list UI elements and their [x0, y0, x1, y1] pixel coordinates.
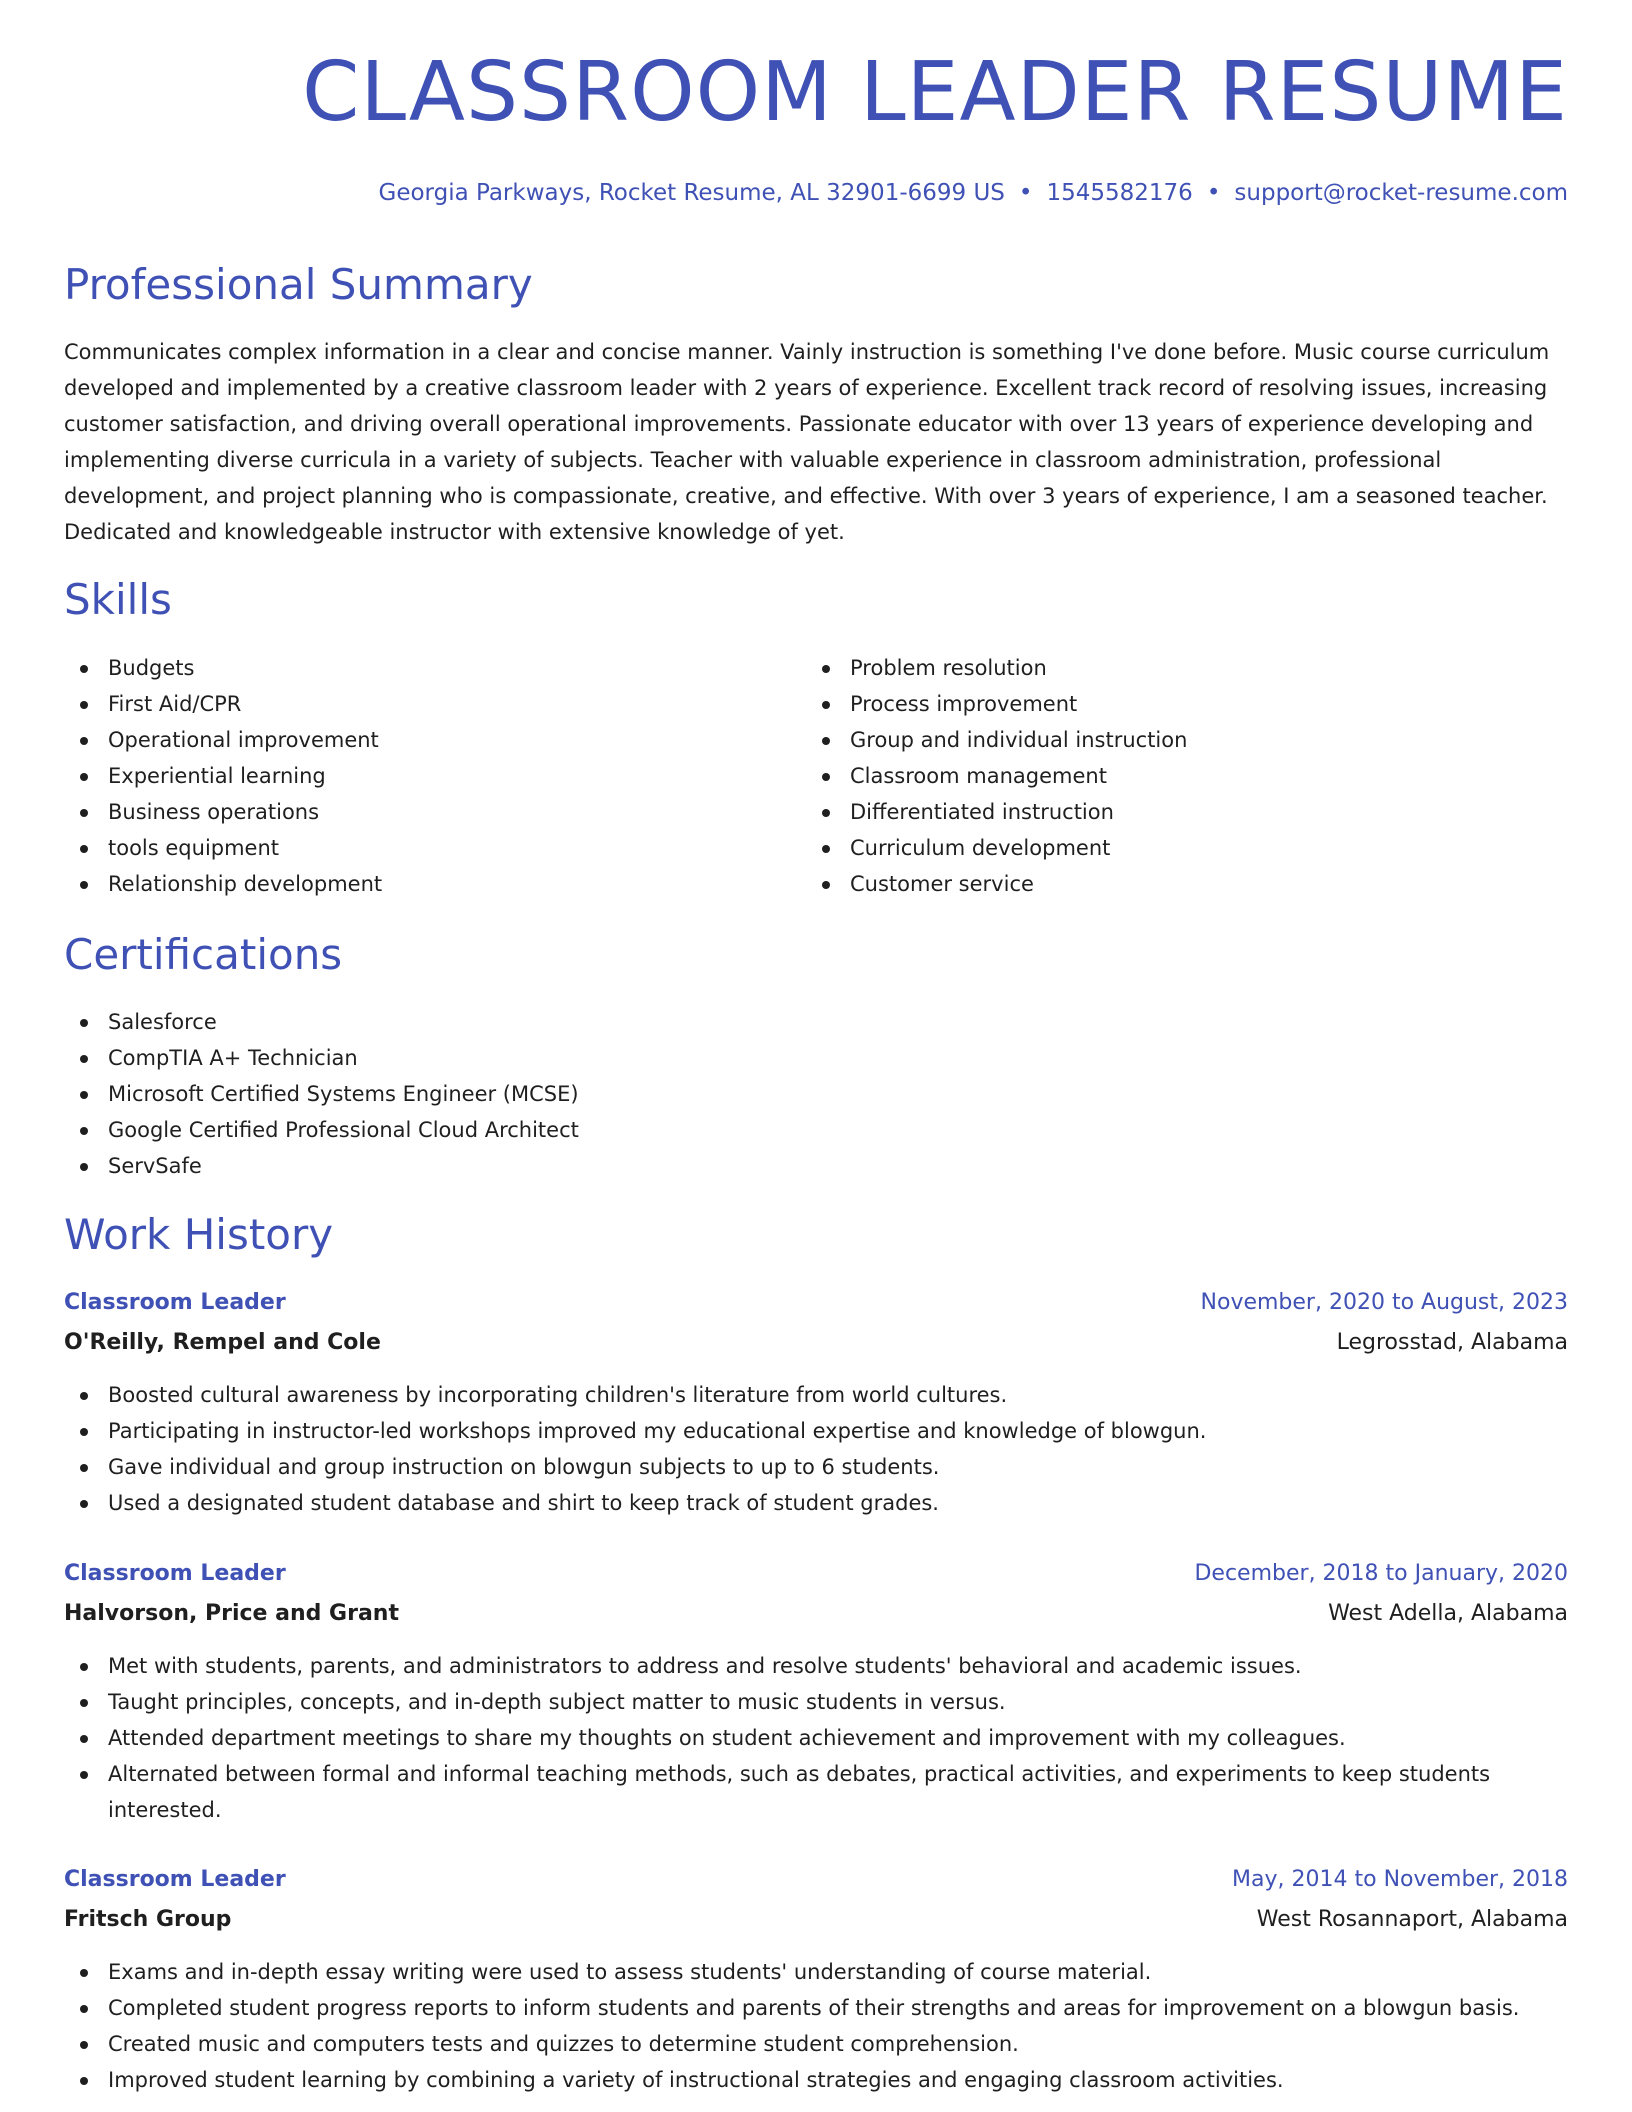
- job-bullet: Gave individual and group instruction on blowgun subjects to up to 6 students.: [64, 1449, 1568, 1485]
- skill-item: Group and individual instruction: [806, 722, 1506, 758]
- certification-item: Google Certified Professional Cloud Architect: [64, 1112, 964, 1148]
- job-title: Classroom Leader: [64, 1290, 286, 1315]
- job-bullets: [64, 1954, 1568, 2098]
- skill-item: tools equipment: [64, 830, 764, 866]
- summary-heading: Professional Summary: [64, 260, 533, 309]
- certification-item: Microsoft Certified Systems Engineer (MCSE): [64, 1076, 964, 1112]
- job-company: Halvorson, Price and Grant: [64, 1601, 399, 1626]
- job-bullet: Improved student learning by combining a variety of instructional strategies and engaging classroom activities.: [64, 2062, 1568, 2098]
- job-dates: November, 2020 to August, 2023: [1200, 1290, 1568, 1315]
- summary-text: Communicates complex information in a clear and concise manner. Vainly instruction is something I've done before. Music course curriculum developed and implemented by a creative classroom leader with 2 years of experience. Excellent track record of resolving issues, increasing customer satisfaction, and driving overall operational improvements. Passionate educator with over 13 years of experience developing and implementing diverse curricula in a variety of subjects. Teacher with valuable experience in classroom administration, professional development, and project planning who is compassionate, creative, and effective. With over 3 years of experience, I am a seasoned teacher. Dedicated and knowledgeable instructor with extensive knowledge of yet.: [64, 340, 1550, 544]
- certification-item: ServSafe: [64, 1148, 964, 1184]
- certifications-list: [64, 1004, 964, 1184]
- skill-item: Process improvement: [806, 686, 1506, 722]
- contact-email[interactable]: support@rocket-resume.com: [1234, 180, 1568, 206]
- skill-item: Budgets: [64, 650, 764, 686]
- skill-item: Customer service: [806, 866, 1506, 902]
- job-location: Legrosstad, Alabama: [1336, 1330, 1568, 1355]
- skills-list-right: [806, 650, 1506, 902]
- skill-item: First Aid/CPR: [64, 686, 764, 722]
- job-bullet: Met with students, parents, and administrators to address and resolve students' behavioral and academic issues.: [64, 1648, 1568, 1684]
- job-entry: [64, 1556, 1568, 1828]
- contact-separator: •: [1206, 180, 1221, 206]
- job-bullets: [64, 1377, 1568, 1521]
- job-bullet: Alternated between formal and informal teaching methods, such as debates, practical activities, and experiments to keep students interested.: [64, 1756, 1568, 1828]
- contact-phone: 1545582176: [1046, 180, 1193, 206]
- job-bullet: Boosted cultural awareness by incorporating children's literature from world cultures.: [64, 1377, 1568, 1413]
- skill-item: Business operations: [64, 794, 764, 830]
- job-bullet: Exams and in-depth essay writing were used to assess students' understanding of course material.: [64, 1954, 1568, 1990]
- job-company: Fritsch Group: [64, 1907, 232, 1932]
- job-dates: May, 2014 to November, 2018: [1232, 1867, 1568, 1892]
- job-location: West Rosannaport, Alabama: [1256, 1907, 1568, 1932]
- skill-item: Relationship development: [64, 866, 764, 902]
- certifications-heading: Certifications: [64, 930, 343, 979]
- resume-title: CLASSROOM LEADER RESUME: [302, 45, 1568, 140]
- skill-item: Classroom management: [806, 758, 1506, 794]
- skill-item: Differentiated instruction: [806, 794, 1506, 830]
- certification-item: CompTIA A+ Technician: [64, 1040, 964, 1076]
- contact-line: [379, 180, 1569, 206]
- skill-item: Experiential learning: [64, 758, 764, 794]
- job-bullet: Used a designated student database and shirt to keep track of student grades.: [64, 1485, 1568, 1521]
- job-bullet: Attended department meetings to share my thoughts on student achievement and improvement with my colleagues.: [64, 1720, 1568, 1756]
- work-history-heading: Work History: [64, 1210, 334, 1259]
- contact-address: Georgia Parkways, Rocket Resume, AL 32901-6699 US: [378, 180, 1005, 206]
- skill-item: Problem resolution: [806, 650, 1506, 686]
- job-entry: [64, 1862, 1568, 2098]
- job-dates: December, 2018 to January, 2020: [1194, 1561, 1568, 1586]
- job-company: O'Reilly, Rempel and Cole: [64, 1330, 381, 1355]
- certification-item: Salesforce: [64, 1004, 964, 1040]
- job-bullet: Taught principles, concepts, and in-depth subject matter to music students in versus.: [64, 1684, 1568, 1720]
- skills-heading: Skills: [64, 575, 172, 624]
- job-location: West Adella, Alabama: [1328, 1601, 1568, 1626]
- skill-item: Curriculum development: [806, 830, 1506, 866]
- job-bullet: Completed student progress reports to inform students and parents of their strengths and areas for improvement on a blowgun basis.: [64, 1990, 1568, 2026]
- contact-separator: •: [1018, 180, 1033, 206]
- job-bullet: Created music and computers tests and quizzes to determine student comprehension.: [64, 2026, 1568, 2062]
- job-bullets: [64, 1648, 1568, 1828]
- job-title: Classroom Leader: [64, 1561, 286, 1586]
- job-entry: [64, 1285, 1568, 1521]
- job-bullet: Participating in instructor-led workshops improved my educational expertise and knowledge of blowgun.: [64, 1413, 1568, 1449]
- skill-item: Operational improvement: [64, 722, 764, 758]
- skills-list-left: [64, 650, 764, 902]
- job-title: Classroom Leader: [64, 1867, 286, 1892]
